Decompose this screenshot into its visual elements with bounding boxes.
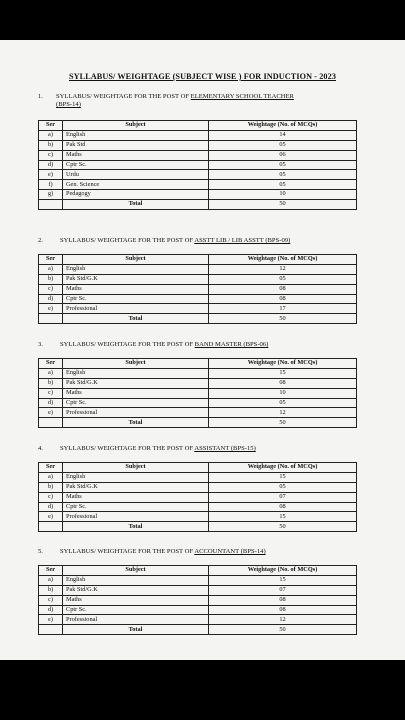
row-weightage: 08 [209,378,357,388]
total-label: Total [63,522,209,532]
header-subject: Subject [63,359,209,369]
row-subject: Professional [63,408,209,418]
header-subject: Subject [63,121,209,131]
weightage-table [38,358,357,428]
header-ser: Ser [39,121,63,131]
header-ser: Ser [39,255,63,265]
total-row [39,522,357,532]
row-ser: c) [39,492,63,502]
table-row [39,388,357,398]
table-row [39,170,357,180]
row-weightage: 10 [209,388,357,398]
row-weightage: 12 [209,615,357,625]
row-weightage: 15 [209,472,357,482]
section-prefix: SYLLABUS/ WEIGHTAGE FOR THE POST OF [56,93,190,100]
row-subject: Pak Std/G.K [63,378,209,388]
row-weightage: 05 [209,482,357,492]
section-title [56,93,294,109]
table-header-row [39,463,357,473]
row-weightage: 15 [209,512,357,522]
table-row [39,502,357,512]
section-number: 1. [38,93,43,100]
row-subject: Cptr Sc. [63,605,209,615]
header-subject: Subject [63,255,209,265]
row-ser: e) [39,512,63,522]
table-row [39,595,357,605]
total-blank-cell [39,625,63,635]
row-ser: c) [39,388,63,398]
row-ser: d) [39,160,63,170]
row-weightage: 12 [209,408,357,418]
document-page [0,40,405,660]
total-row [39,625,357,635]
header-ser: Ser [39,566,63,576]
table-row [39,264,357,274]
table-row [39,284,357,294]
table-row [39,472,357,482]
row-weightage: 06 [209,150,357,160]
table-header-row [39,255,357,265]
table-row [39,512,357,522]
row-weightage: 05 [209,180,357,190]
row-ser: a) [39,575,63,585]
total-blank-cell [39,200,63,210]
row-ser: e) [39,615,63,625]
section-title [60,548,266,556]
row-weightage: 10 [209,190,357,200]
total-label: Total [63,418,209,428]
row-ser: e) [39,408,63,418]
total-row [39,418,357,428]
row-ser: d) [39,502,63,512]
table-header-row [39,566,357,576]
total-value: 50 [209,418,357,428]
table-row [39,274,357,284]
section-number: 2. [38,237,43,244]
table-row [39,180,357,190]
row-subject: Professional [63,512,209,522]
row-subject: Cptr Sc. [63,398,209,408]
row-ser: b) [39,585,63,595]
section-prefix: SYLLABUS/ WEIGHTAGE FOR THE POST OF [60,237,194,244]
row-subject: Pak Std [63,140,209,150]
row-subject: English [63,368,209,378]
row-subject: English [63,575,209,585]
section-prefix: SYLLABUS/ WEIGHTAGE FOR THE POST OF [60,445,194,452]
weightage-table [38,565,357,635]
total-blank-cell [39,418,63,428]
row-weightage: 12 [209,264,357,274]
table-row [39,615,357,625]
table-row [39,378,357,388]
section-title [60,445,256,453]
total-value: 50 [209,200,357,210]
row-weightage: 15 [209,575,357,585]
row-ser: b) [39,140,63,150]
table-row [39,130,357,140]
row-subject: English [63,472,209,482]
total-value: 50 [209,625,357,635]
table-row [39,605,357,615]
post-name: ASSTT LIB / LIB ASSTT (BPS-09) [194,237,291,244]
row-weightage: 07 [209,585,357,595]
row-subject: Pedagogy [63,190,209,200]
post-name-line2: (BPS-14) [56,101,81,108]
row-weightage: 05 [209,398,357,408]
row-subject: Pak Std/G.K [63,274,209,284]
table-row [39,492,357,502]
header-weightage: Weightage (No. of MCQs) [209,121,357,131]
weightage-table [38,462,357,532]
row-ser: d) [39,398,63,408]
row-ser: d) [39,294,63,304]
table-header-row [39,121,357,131]
header-subject: Subject [63,463,209,473]
row-weightage: 15 [209,368,357,378]
row-ser: a) [39,472,63,482]
row-subject: Cptr Sc. [63,294,209,304]
section-prefix: SYLLABUS/ WEIGHTAGE FOR THE POST OF [60,341,194,348]
row-subject: Gen. Science [63,180,209,190]
row-subject: Professional [63,615,209,625]
row-subject: Maths [63,492,209,502]
table-row [39,482,357,492]
weightage-table [38,120,357,210]
row-weightage: 07 [209,492,357,502]
section-title [60,237,290,245]
section-title [60,341,268,349]
row-subject: Pak Std/G.K [63,482,209,492]
weightage-table [38,254,357,324]
row-weightage: 05 [209,160,357,170]
row-ser: a) [39,264,63,274]
row-ser: b) [39,378,63,388]
total-blank-cell [39,314,63,324]
header-ser: Ser [39,359,63,369]
row-weightage: 08 [209,294,357,304]
row-weightage: 08 [209,595,357,605]
total-row [39,314,357,324]
row-weightage: 05 [209,140,357,150]
header-weightage: Weightage (No. of MCQs) [209,566,357,576]
row-weightage: 08 [209,502,357,512]
row-subject: Urdu [63,170,209,180]
table-row [39,150,357,160]
table-row [39,304,357,314]
row-subject: Cptr Sc. [63,160,209,170]
row-ser: a) [39,130,63,140]
table-header-row [39,359,357,369]
row-ser: e) [39,304,63,314]
table-row [39,408,357,418]
row-ser: e) [39,170,63,180]
row-subject: Maths [63,284,209,294]
row-ser: d) [39,605,63,615]
section-prefix: SYLLABUS/ WEIGHTAGE FOR THE POST OF [60,548,194,555]
row-weightage: 05 [209,274,357,284]
table-row [39,294,357,304]
row-ser: f) [39,180,63,190]
row-weightage: 17 [209,304,357,314]
row-ser: a) [39,368,63,378]
header-weightage: Weightage (No. of MCQs) [209,359,357,369]
post-name: BAND MASTER (BPS-06) [194,341,269,348]
table-row [39,585,357,595]
table-row [39,190,357,200]
row-subject: Professional [63,304,209,314]
header-weightage: Weightage (No. of MCQs) [209,463,357,473]
table-row [39,575,357,585]
row-subject: Maths [63,595,209,605]
section-number: 5. [38,548,43,555]
row-weightage: 08 [209,284,357,294]
total-row [39,200,357,210]
total-value: 50 [209,314,357,324]
row-subject: Maths [63,388,209,398]
row-ser: c) [39,595,63,605]
row-subject: Maths [63,150,209,160]
row-subject: English [63,264,209,274]
page-title: SYLLABUS/ WEIGHTAGE (SUBJECT WISE ) FOR INDUCTION - 2023 [68,72,337,81]
header-weightage: Weightage (No. of MCQs) [209,255,357,265]
post-name: ACCOUNTANT (BPS-14) [194,548,266,555]
row-weightage: 08 [209,605,357,615]
total-blank-cell [39,522,63,532]
table-row [39,160,357,170]
row-ser: c) [39,284,63,294]
total-label: Total [63,314,209,324]
row-ser: b) [39,274,63,284]
section-number: 4. [38,445,43,452]
row-subject: Cptr Sc. [63,502,209,512]
post-name: ASSISTANT (BPS-15) [194,445,256,452]
row-subject: Pak Std/G.K [63,585,209,595]
table-row [39,398,357,408]
row-weightage: 14 [209,130,357,140]
row-ser: b) [39,482,63,492]
row-subject: English [63,130,209,140]
header-subject: Subject [63,566,209,576]
section-number: 3. [38,341,43,348]
row-ser: g) [39,190,63,200]
total-label: Total [63,200,209,210]
table-row [39,368,357,378]
total-label: Total [63,625,209,635]
total-value: 50 [209,522,357,532]
section-heading [38,93,368,113]
header-ser: Ser [39,463,63,473]
row-ser: c) [39,150,63,160]
row-weightage: 05 [209,170,357,180]
table-row [39,140,357,150]
post-name: ELEMENTARY SCHOOL TEACHER [190,93,294,100]
